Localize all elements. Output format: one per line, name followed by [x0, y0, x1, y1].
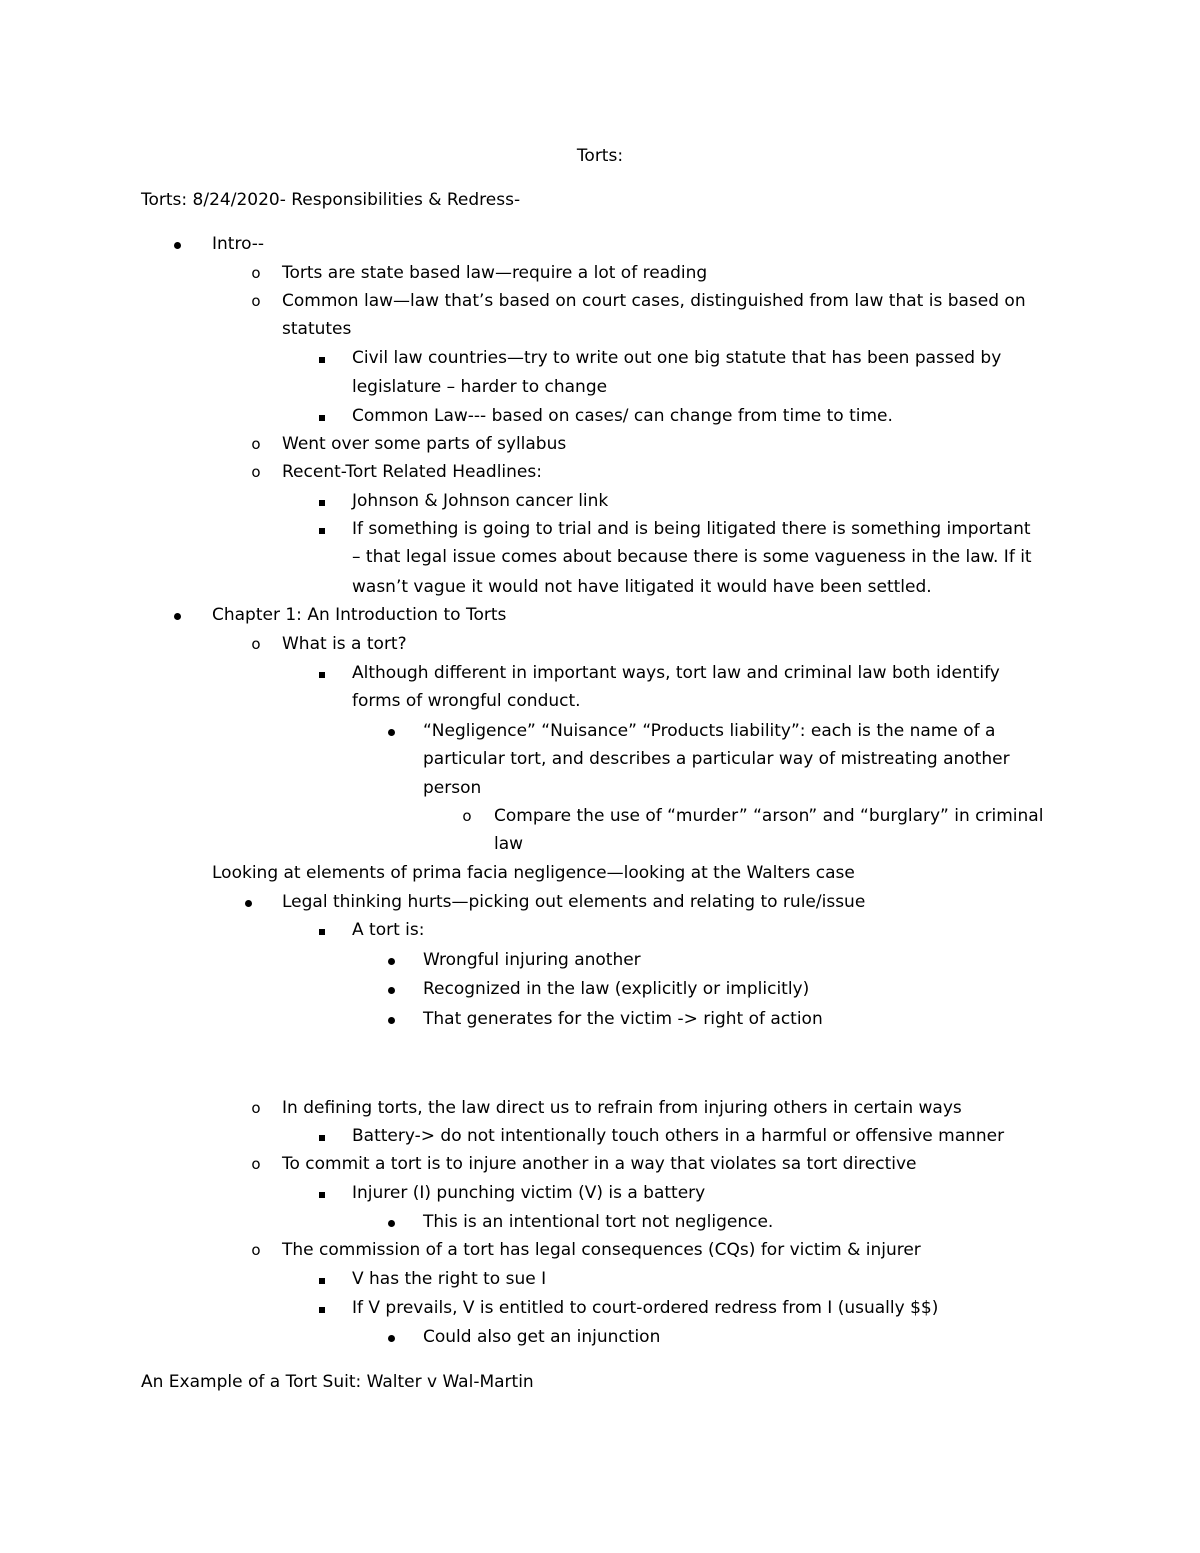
bullet-square-icon: [313, 1294, 331, 1323]
list-item: Compare the use of “murder” “arson” and “burglary” in criminal: [494, 806, 1044, 826]
page-title: Torts:: [576, 146, 624, 166]
bullet-disc-icon: [382, 1323, 400, 1352]
list-item: The commission of a tort has legal consequences (CQs) for victim & injurer: [282, 1240, 921, 1260]
bullet-square-icon: [313, 515, 331, 544]
list-item: Although different in important ways, tort law and criminal law both identify: [352, 663, 1000, 683]
list-item: Common Law--- based on cases/ can change from time to time.: [352, 406, 893, 426]
bullet-circle-icon: o: [462, 807, 472, 825]
list-item-continuation: wasn’t vague it would not have litigated it would have been settled.: [352, 577, 932, 597]
list-item: That generates for the victim -> right of action: [423, 1009, 823, 1029]
list-item: Johnson & Johnson cancer link: [352, 491, 609, 511]
list-item: Intro--: [212, 234, 265, 254]
list-item: A tort is:: [352, 920, 425, 940]
bullet-circle-icon: o: [251, 1155, 261, 1173]
section-line: Looking at elements of prima facia negligence—looking at the Walters case: [212, 863, 855, 883]
bullet-square-icon: [313, 659, 331, 688]
list-item-continuation: statutes: [282, 319, 352, 339]
list-item: To commit a tort is to injure another in a way that violates sa tort directive: [282, 1154, 917, 1174]
bullet-square-icon: [313, 487, 331, 516]
list-item-continuation: – that legal issue comes about because there is some vagueness in the law. If it: [352, 547, 1032, 567]
bullet-disc-icon: [168, 230, 186, 259]
bullet-disc-icon: [382, 975, 400, 1004]
list-item-continuation: particular tort, and describes a particular way of mistreating another: [423, 749, 1010, 769]
list-item: What is a tort?: [282, 634, 407, 654]
list-item: If V prevails, V is entitled to court-ordered redress from I (usually $$): [352, 1298, 939, 1318]
list-item: Injurer (I) punching victim (V) is a battery: [352, 1183, 706, 1203]
list-item: This is an intentional tort not negligence.: [423, 1212, 774, 1232]
session-heading: Torts: 8/24/2020- Responsibilities & Redress-: [141, 190, 521, 210]
bullet-circle-icon: o: [251, 1241, 261, 1259]
section-heading: An Example of a Tort Suit: Walter v Wal-Martin: [141, 1372, 534, 1392]
bullet-disc-icon: [382, 1208, 400, 1237]
bullet-circle-icon: o: [251, 435, 261, 453]
list-item: Legal thinking hurts—picking out elements and relating to rule/issue: [282, 892, 866, 912]
list-item-continuation: forms of wrongful conduct.: [352, 691, 581, 711]
bullet-circle-icon: o: [251, 264, 261, 282]
bullet-circle-icon: o: [251, 292, 261, 310]
bullet-square-icon: [313, 916, 331, 945]
bullet-square-icon: [313, 402, 331, 431]
bullet-disc-icon: [382, 1005, 400, 1034]
list-item: “Negligence” “Nuisance” “Products liability”: each is the name of a: [423, 721, 996, 741]
list-item: Chapter 1: An Introduction to Torts: [212, 605, 507, 625]
list-item: Recognized in the law (explicitly or implicitly): [423, 979, 810, 999]
bullet-square-icon: [313, 1179, 331, 1208]
list-item: If something is going to trial and is being litigated there is something important: [352, 519, 1031, 539]
list-item: V has the right to sue I: [352, 1269, 547, 1289]
bullet-square-icon: [313, 344, 331, 373]
list-item-continuation: law: [494, 834, 524, 854]
list-item: Wrongful injuring another: [423, 950, 641, 970]
bullet-square-icon: [313, 1265, 331, 1294]
bullet-square-icon: [313, 1122, 331, 1151]
list-item: Recent-Tort Related Headlines:: [282, 462, 542, 482]
list-item: Went over some parts of syllabus: [282, 434, 567, 454]
list-item: Torts are state based law—require a lot of reading: [282, 263, 708, 283]
list-item-continuation: legislature – harder to change: [352, 377, 608, 397]
list-item: Civil law countries—try to write out one big statute that has been passed by: [352, 348, 1002, 368]
bullet-disc-icon: [382, 717, 400, 746]
list-item-continuation: person: [423, 778, 482, 798]
list-item: Battery-> do not intentionally touch others in a harmful or offensive manner: [352, 1126, 1005, 1146]
bullet-disc-icon: [168, 601, 186, 630]
bullet-circle-icon: o: [251, 635, 261, 653]
bullet-circle-icon: o: [251, 1099, 261, 1117]
list-item: In defining torts, the law direct us to refrain from injuring others in certain ways: [282, 1098, 962, 1118]
bullet-disc-icon: [239, 888, 257, 917]
list-item: Could also get an injunction: [423, 1327, 661, 1347]
list-item: Common law—law that’s based on court cases, distinguished from law that is based on: [282, 291, 1026, 311]
bullet-disc-icon: [382, 946, 400, 975]
bullet-circle-icon: o: [251, 463, 261, 481]
